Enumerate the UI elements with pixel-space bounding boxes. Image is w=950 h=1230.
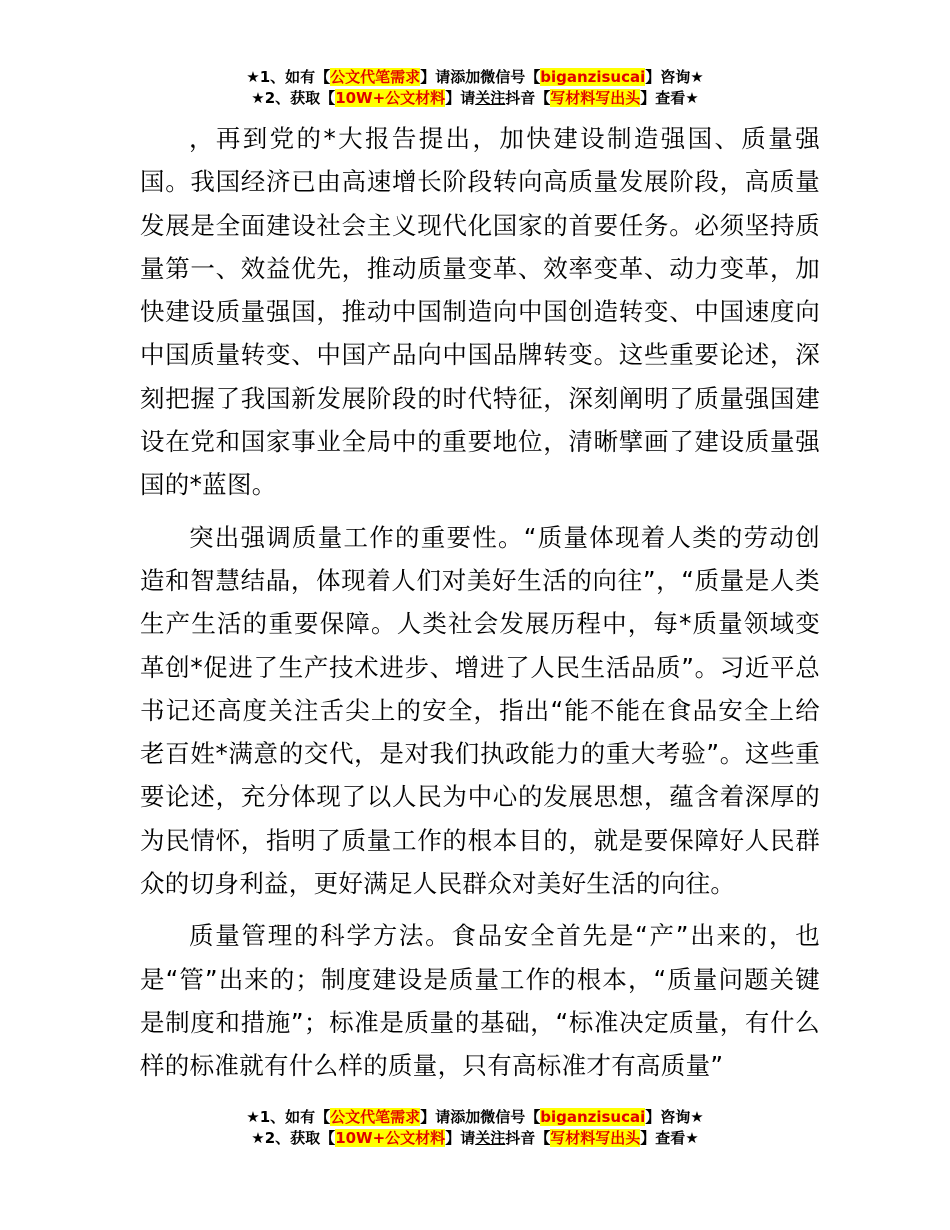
banner-text: 】咨询★ [645,1108,704,1126]
banner-text: 】咨询★ [645,68,704,86]
banner-highlight-douyin-account: 写材料写出头 [550,1129,641,1147]
header-banner-line-2 [0,88,950,109]
banner-highlight-service: 公文代笔需求 [330,1108,421,1126]
paragraph-3: 质量管理的科学方法。食品安全首先是“产”出来的，也是“管”出来的；制度建设是质量工作的根本，“质量问题关键是制度和措施”；标准是质量的基础，“标准决定质量，有什么样的标准就有什么样的质量，只有高标准才有高质量” [140,921,820,1081]
paragraph-1: ，再到党的*大报告提出，加快建设制造强国、质量强国。我国经济已由高速增长阶段转向高质量发展阶段，高质量发展是全面建设社会主义现代化国家的首要任务。必须坚持质量第一、效益优先，推动质量变革、效率变革、动力变革，加快建设质量强国，推动中国制造向中国创造转变、中国速度向中国质量转变、中国产品向中国品牌转变。这些重要论述，深刻把握了我国新发展阶段的时代特征，深刻阐明了质量强国建设在党和国家事业全局中的重要地位，清晰擘画了建设质量强国的*蓝图。 [140,124,820,500]
banner-highlight-wechat-id: biganzisucai [540,1108,646,1126]
footer-banner [0,1107,950,1149]
banner-text: ★1、如有【 [246,1108,331,1126]
banner-text: 】查看★ [640,89,699,107]
footer-banner-line-1 [0,1107,950,1128]
banner-text: 】请添加微信号【 [420,1108,541,1126]
banner-highlight-materials: 10W+公文材料 [335,1129,446,1147]
banner-highlight-wechat-id: biganzisucai [540,68,646,86]
document-body [140,117,820,1088]
banner-underlined-follow: 关注 [475,89,506,107]
banner-text: ★2、获取【 [251,1129,336,1147]
banner-text: 】请 [445,1129,476,1147]
banner-text: 抖音【 [505,1129,551,1147]
banner-highlight-douyin-account: 写材料写出头 [550,89,641,107]
banner-highlight-materials: 10W+公文材料 [335,89,446,107]
header-banner-line-1 [0,67,950,88]
banner-text: 】请添加微信号【 [420,68,541,86]
header-banner [0,67,950,109]
banner-text: ★2、获取【 [251,89,336,107]
banner-text: 抖音【 [505,89,551,107]
banner-text: 】查看★ [640,1129,699,1147]
paragraph-2: 突出强调质量工作的重要性。“质量体现着人类的劳动创造和智慧结晶，体现着人们对美好生活的向往”，“质量是人类生产生活的重要保障。人类社会发展历程中，每*质量领域变革创*促进了生产技术进步、增进了人民生活品质”。习近平总书记还高度关注舌尖上的安全，指出“能不能在食品安全上给老百姓*满意的交代，是对我们执政能力的重大考验”。这些重要论述，充分体现了以人民为中心的发展思想，蕴含着深厚的为民情怀，指明了质量工作的根本目的，就是要保障好人民群众的切身利益，更好满足人民群众对美好生活的向往。 [140,522,820,899]
banner-underlined-follow: 关注 [475,1129,506,1147]
banner-highlight-service: 公文代笔需求 [330,68,421,86]
banner-text: ★1、如有【 [246,68,331,86]
footer-banner-line-2 [0,1128,950,1149]
banner-text: 】请 [445,89,476,107]
